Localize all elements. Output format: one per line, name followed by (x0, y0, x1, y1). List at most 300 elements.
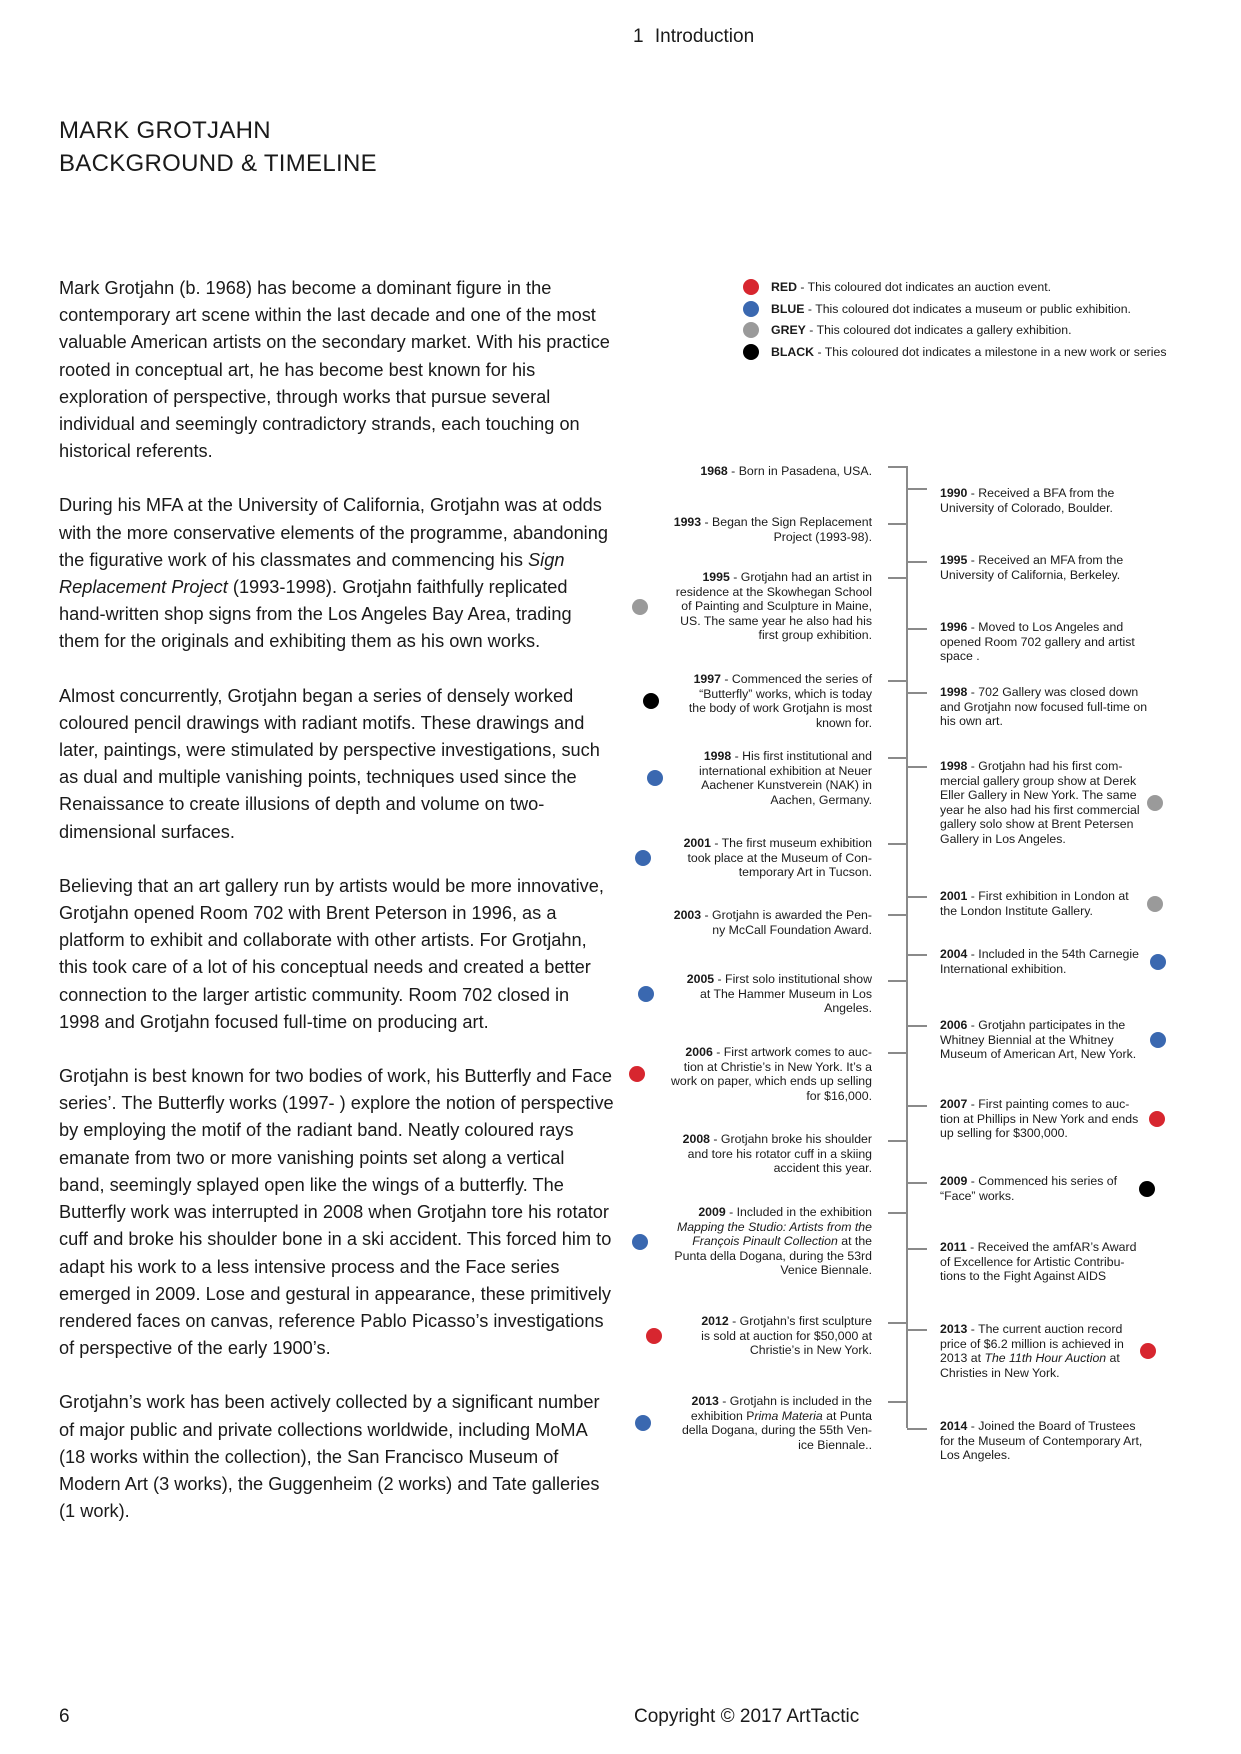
entry-line (940, 1434, 1142, 1449)
entry-text: international exhibition at Neuer (699, 763, 872, 778)
timeline-tick (888, 1322, 907, 1324)
timeline-entry (676, 570, 872, 643)
entry-text: - Commenced the series of (720, 672, 872, 686)
timeline-entry (684, 836, 872, 880)
entry-line (671, 1060, 872, 1075)
timeline-tick (888, 577, 907, 579)
timeline-tick (907, 1329, 927, 1331)
blue-dot-icon (638, 986, 654, 1002)
timeline-tick (907, 561, 927, 563)
entry-text: Museum of American Art, New York. (940, 1047, 1137, 1062)
entry-text: Christie’s in New York. (749, 1343, 872, 1358)
blue-dot-icon (743, 301, 759, 317)
entry-line (940, 962, 1139, 977)
entry-line (676, 614, 872, 629)
title-line-2: BACKGROUND & TIMELINE (59, 150, 377, 177)
timeline-entry (940, 620, 1135, 664)
entry-text: exhibition P (690, 1408, 755, 1423)
entry-line (940, 714, 1147, 729)
blue-dot-icon (632, 1234, 648, 1250)
entry-text: - His first institutional and (731, 749, 872, 763)
timeline-entry (674, 515, 872, 544)
entry-line (674, 1249, 872, 1264)
entry-year: 2013 (691, 1394, 719, 1408)
entry-line (674, 1205, 872, 1220)
entry-text: ice Biennale.. (798, 1437, 872, 1452)
entry-text: his own art. (940, 714, 1003, 729)
legend-description: - This coloured dot indicates a gallery exhibition. (805, 323, 1072, 337)
timeline-tick (888, 680, 907, 682)
entry-line (674, 1234, 872, 1249)
entry-line (687, 1001, 872, 1016)
entry-line (683, 1161, 872, 1176)
entry-text: accident this year. (773, 1161, 872, 1176)
entry-text: - First painting comes to auc- (967, 1097, 1130, 1111)
blue-dot-icon (635, 1415, 651, 1431)
entry-line (940, 1047, 1136, 1062)
entry-line (699, 764, 872, 779)
entry-year: 1995 (940, 553, 968, 567)
entry-text: opened Room 702 gallery and artist (940, 634, 1135, 649)
legend-label: GREY (771, 323, 806, 337)
entry-line (700, 464, 872, 479)
entry-line (699, 749, 872, 764)
entry-line (940, 620, 1135, 635)
entry-text: of Excellence for Artistic Contribu- (940, 1254, 1125, 1269)
entry-line (940, 1189, 1117, 1204)
title-line-1: MARK GROTJAHN (59, 117, 271, 144)
paragraph-text: Grotjahn’s work has been actively collected by a significant number of major public and private collections worldwide, including MoMA (18 works within the collection), the San Francisco Museum of Modern Art (3 works), the Guggenheim (2 works) and Tate galleries (1 work). (59, 1392, 600, 1522)
entry-text: - First exhibition in London at (967, 889, 1129, 903)
timeline-tick (907, 896, 927, 898)
entry-text: year he also had his first commercial (940, 802, 1140, 817)
timeline-entry (683, 1132, 872, 1176)
entry-text: gallery solo show at Brent Petersen (940, 817, 1134, 832)
entry-line (683, 1132, 872, 1147)
entry-year: 2005 (686, 972, 715, 986)
entry-text: - Commenced his series of (967, 1174, 1118, 1188)
entry-line (940, 1174, 1117, 1189)
entry-text: the body of work Grotjahn is most (688, 701, 872, 716)
timeline-tick (888, 1052, 907, 1054)
entry-text: temporary Art in Tucson. (738, 865, 872, 880)
timeline-entry (940, 553, 1123, 582)
entry-text: - Received a BFA from the (967, 486, 1115, 500)
entry-text: known for. (815, 715, 872, 730)
entry-line (940, 803, 1140, 818)
entry-year: 2006 (685, 1045, 713, 1059)
timeline-tick (907, 1182, 927, 1184)
timeline-tick (907, 1428, 927, 1430)
timeline-entry (940, 685, 1147, 729)
entry-line (940, 1033, 1136, 1048)
entry-line (684, 865, 872, 880)
page-title (59, 114, 377, 180)
italic-title: rima Materia (754, 1408, 823, 1423)
entry-text: for the Museum of Contemporary Art, (940, 1433, 1143, 1448)
entry-line (671, 1089, 872, 1104)
timeline-tick (888, 843, 907, 845)
entry-year: 2001 (940, 889, 968, 903)
chapter-title: Introduction (654, 26, 755, 47)
legend-label: RED (771, 280, 797, 294)
entry-line (676, 599, 872, 614)
entry-text: - Began the Sign Replacement (701, 515, 872, 529)
entry-line (683, 1147, 872, 1162)
entry-text: for $16,000. (806, 1088, 872, 1103)
entry-text: at (1106, 1351, 1120, 1366)
red-dot-icon (1149, 1111, 1165, 1127)
entry-text: - Grotjahn is awarded the Pen- (701, 908, 872, 922)
entry-line (676, 585, 872, 600)
entry-line (676, 628, 872, 643)
entry-year: 2012 (701, 1314, 729, 1328)
entry-line (940, 685, 1147, 700)
entry-line (940, 1419, 1142, 1434)
entry-year: 2009 (940, 1174, 968, 1188)
entry-text: - The first museum exhibition (710, 836, 872, 850)
legend-text (771, 279, 1051, 295)
grey-dot-icon (1147, 795, 1163, 811)
entry-year: 1990 (940, 486, 968, 500)
timeline-tick (888, 757, 907, 759)
timeline-tick (888, 1401, 907, 1403)
timeline-tick (888, 914, 907, 916)
entry-line (940, 553, 1123, 568)
entry-text: - Included in the 54th Carnegie (967, 947, 1139, 961)
entry-line (687, 972, 872, 987)
timeline-tick (907, 1248, 927, 1250)
entry-line (940, 1322, 1124, 1337)
entry-line (940, 700, 1147, 715)
entry-text: - Grotjahn is included in the (718, 1394, 872, 1408)
entry-text: - Moved to Los Angeles and (967, 620, 1124, 634)
entry-line (699, 793, 872, 808)
legend-description: - This coloured dot indicates an auction event. (796, 280, 1052, 294)
timeline-axis (906, 466, 908, 1428)
entry-line (671, 1045, 872, 1060)
body-paragraph (59, 492, 614, 655)
entry-text: - Received an MFA from the (967, 553, 1124, 567)
timeline-entry (700, 464, 872, 479)
entry-line (940, 1448, 1142, 1463)
entry-line (682, 1394, 872, 1409)
timeline-tick (907, 1025, 927, 1027)
entry-year: 1996 (940, 620, 968, 634)
timeline-tick (888, 466, 907, 468)
entry-line (699, 778, 872, 793)
timeline-entry (940, 1322, 1124, 1380)
entry-line (940, 832, 1140, 847)
entry-text: Los Angeles. (940, 1448, 1011, 1463)
paragraph-text: (1993-1998). Grotjahn faithfully replicated hand-written shop signs from the Los Angeles Bay Area, trading them for the originals and exhibiting them as his own works. (59, 577, 572, 652)
entry-line (940, 635, 1135, 650)
entry-text: and tore his rotator cuff in a skiing (687, 1146, 872, 1161)
entry-line (689, 716, 872, 731)
entry-year: 1998 (940, 685, 968, 699)
body-paragraph (59, 873, 614, 1036)
timeline-entry (940, 1097, 1138, 1141)
entry-text: at The Hammer Museum in Los (700, 986, 872, 1001)
grey-dot-icon (632, 599, 648, 615)
entry-line (682, 1423, 872, 1438)
entry-text: tions to the Fight Against AIDS (940, 1269, 1107, 1284)
timeline-entry (674, 1205, 872, 1278)
paragraph-text: Mark Grotjahn (b. 1968) has become a dominant figure in the contemporary art scene within the last decade and one of the most valuable American artists on the secondary market. With his practice rooted in conceptual art, he has become best known for his exploration of perspective, through works that pursue several individual and seemingly contradictory strands, each touching on historical referents. (59, 278, 610, 462)
timeline-tick (888, 1212, 907, 1214)
entry-line (940, 947, 1139, 962)
entry-year: 1968 (700, 464, 728, 478)
entry-line (689, 672, 872, 687)
entry-year: 2003 (673, 908, 702, 922)
blue-dot-icon (635, 850, 651, 866)
entry-text: Aachen, Germany. (770, 792, 872, 807)
legend-text (771, 322, 1072, 338)
entry-line (940, 1240, 1136, 1255)
entry-text: Aachener Kunstverein (NAK) in (701, 778, 872, 793)
red-dot-icon (1140, 1343, 1156, 1359)
red-dot-icon (743, 279, 759, 295)
entry-text: - Born in Pasadena, USA. (727, 464, 872, 478)
legend-description: - This coloured dot indicates a museum or public exhibition. (804, 302, 1131, 316)
entry-text: - Joined the Board of Trustees (967, 1419, 1136, 1433)
italic-title: The 11th Hour Auction (984, 1351, 1107, 1366)
entry-text: Angeles. (824, 1001, 872, 1016)
entry-line (684, 851, 872, 866)
entry-line (940, 1351, 1124, 1366)
entry-year: 2009 (698, 1205, 726, 1219)
entry-year: 2004 (940, 947, 968, 961)
entry-year: 2007 (940, 1097, 968, 1111)
entry-line (676, 570, 872, 585)
body-paragraph (59, 683, 614, 846)
entry-text: - First solo institutional show (714, 972, 872, 986)
entry-year: 2013 (940, 1322, 968, 1336)
entry-text: della Dogana, during the 55th Ven- (681, 1423, 872, 1438)
entry-line (940, 889, 1129, 904)
timeline-entry (689, 672, 872, 730)
timeline-tick (907, 766, 927, 768)
entry-line (940, 774, 1140, 789)
entry-line (940, 788, 1140, 803)
timeline-tick (907, 692, 927, 694)
entry-line (940, 486, 1114, 501)
entry-text: ny McCall Foundation Award. (712, 922, 872, 937)
timeline-entry (940, 1174, 1117, 1203)
entry-text: Gallery in Los Angeles. (940, 831, 1066, 846)
entry-line (682, 1438, 872, 1453)
blue-dot-icon (1150, 1032, 1166, 1048)
entry-line (701, 1343, 872, 1358)
entry-year: 1993 (673, 515, 702, 529)
entry-text: Venice Biennale. (780, 1263, 872, 1278)
timeline-entry (940, 947, 1139, 976)
entry-year: 1998 (703, 749, 732, 763)
entry-text: space . (940, 649, 980, 664)
black-dot-icon (1139, 1181, 1155, 1197)
entry-year: 2014 (940, 1419, 968, 1433)
body-text (59, 275, 614, 1552)
grey-dot-icon (743, 322, 759, 338)
entry-year: 1995 (702, 570, 730, 584)
body-paragraph (59, 275, 614, 465)
entry-line (940, 568, 1123, 583)
entry-text: International exhibition. (940, 961, 1067, 976)
entry-line (684, 836, 872, 851)
entry-year: 2011 (940, 1240, 967, 1254)
timeline-tick (888, 1140, 907, 1142)
entry-text: took place at the Museum of Con- (687, 850, 872, 865)
timeline-tick (907, 1105, 927, 1107)
entry-text: Christies in New York. (940, 1365, 1060, 1380)
entry-line (940, 501, 1114, 516)
timeline-entry (940, 486, 1114, 515)
timeline-entry (940, 1419, 1142, 1463)
entry-text: - Grotjahn’s first sculpture (728, 1314, 872, 1328)
entry-text: Eller Gallery in New York. The same (940, 788, 1137, 803)
legend-description: - This coloured dot indicates a milestone in a new work or series (814, 345, 1167, 359)
entry-text: residence at the Skowhegan School (675, 584, 872, 599)
timeline-entry (682, 1394, 872, 1452)
entry-line (674, 530, 872, 545)
entry-text: tion at Christie’s in New York. It’s a (683, 1059, 872, 1074)
timeline-tick (888, 523, 907, 525)
timeline-entry (940, 1240, 1136, 1284)
italic-title: Mapping the Studio: Artists from the (676, 1219, 872, 1234)
entry-text: - Grotjahn broke his shoulder (710, 1132, 872, 1146)
entry-text: 2013 at (940, 1351, 985, 1366)
copyright: Copyright © 2017 ArtTactic (634, 1706, 860, 1727)
timeline-entry (699, 749, 872, 807)
entry-year: 2001 (683, 836, 711, 850)
entry-line (674, 1220, 872, 1235)
page-number: 6 (59, 1706, 70, 1727)
legend-label: BLACK (771, 345, 815, 359)
legend-label: BLUE (771, 302, 805, 316)
italic-title: François Pinault Collection (692, 1234, 838, 1249)
timeline-tick (907, 954, 927, 956)
paragraph-text: Grotjahn is best known for two bodies of work, his Butterfly and Face series’. The Butterfly works (1997- ) explore the notion of perspective by employing the motif of the radiant band. Neatly coloured rays emanate from two or more vanishing points set along a vertical band, seemingly splayed open like the wings of a butterfly. The Butterfly work was interrupted in 2008 when Grotjahn tore his rotator cuff and broke his shoulder bone in a ski accident. This forced him to adapt his work to a less intensive process and the Face series emerged in 2009. Lose and gestural in appearance, these primitively rendered faces on canvas, reference Pablo Picasso’s investigations of perspective of the early 1900’s. (59, 1066, 614, 1359)
entry-text: University of Colorado, Boulder. (940, 500, 1113, 515)
entry-year: 2008 (682, 1132, 710, 1146)
entry-line (940, 649, 1135, 664)
entry-text: - Grotjahn had an artist in (729, 570, 872, 584)
red-dot-icon (629, 1066, 645, 1082)
entry-text: - Grotjahn had his first com- (967, 759, 1123, 773)
entry-line (940, 1112, 1138, 1127)
legend-text (771, 344, 1167, 360)
entry-line (940, 1097, 1138, 1112)
blue-dot-icon (647, 770, 663, 786)
entry-line (940, 1255, 1136, 1270)
entry-year: 1998 (940, 759, 968, 773)
entry-line (701, 1329, 872, 1344)
black-dot-icon (643, 693, 659, 709)
entry-line (674, 1263, 872, 1278)
timeline-entry (940, 889, 1129, 918)
entry-text: - Received the amfAR’s Award (966, 1240, 1137, 1254)
entry-text: University of California, Berkeley. (940, 567, 1121, 582)
black-dot-icon (743, 344, 759, 360)
timeline-entry (940, 759, 1140, 847)
italic-title: Sign Replacement Project (59, 549, 565, 598)
entry-year: 1997 (693, 672, 721, 686)
entry-text: Whitney Biennial at the Whitney (940, 1032, 1114, 1047)
entry-line (940, 1018, 1136, 1033)
entry-text: price of $6.2 million is achieved in (940, 1336, 1124, 1351)
timeline-entry (940, 1018, 1136, 1062)
timeline-entry (687, 972, 872, 1016)
entry-line (671, 1074, 872, 1089)
entry-line (687, 987, 872, 1002)
timeline-tick (888, 980, 907, 982)
paragraph-text: Believing that an art gallery run by artists would be more innovative, Grotjahn opened Room 702 with Brent Peterson in 1996, as a platform to exhibit and collaborate with other artists. For Grotjahn, this took care of a lot of his conceptual needs and created a better connection to the larger artistic community. Room 702 closed in 1998 and Grotjahn focused full-time on producing art. (59, 875, 604, 1032)
body-paragraph (59, 1063, 614, 1362)
entry-line (674, 908, 872, 923)
entry-text: work on paper, which ends up selling (671, 1074, 872, 1089)
entry-line (701, 1314, 872, 1329)
timeline-entry (671, 1045, 872, 1103)
entry-text: - Included in the exhibition (725, 1205, 872, 1219)
entry-line (940, 904, 1129, 919)
entry-text: Punta della Dogana, during the 53rd (674, 1248, 872, 1263)
entry-text: “Butterfly” works, which is today (699, 686, 872, 701)
entry-text: at Punta (822, 1408, 872, 1423)
blue-dot-icon (1150, 954, 1166, 970)
entry-text: - 702 Gallery was closed down (967, 685, 1139, 699)
entry-line (674, 515, 872, 530)
entry-text: and Grotjahn now focused full-time on (940, 699, 1148, 714)
entry-text: the London Institute Gallery. (940, 903, 1093, 918)
entry-line (940, 817, 1140, 832)
entry-line (940, 1269, 1136, 1284)
entry-text: first group exhibition. (758, 628, 872, 643)
entry-text: Project (1993-98). (773, 529, 872, 544)
paragraph-text: During his MFA at the University of California, Grotjahn was at odds with the more conservative elements of the programme, abandoning the figurative work of his classmates and commencing his (59, 495, 608, 570)
entry-text: is sold at auction for $50,000 at (701, 1328, 872, 1343)
chapter-number: 1 (633, 26, 644, 47)
entry-text: - First artwork comes to auc- (712, 1045, 872, 1059)
entry-line (940, 1366, 1124, 1381)
entry-text: tion at Phillips in New York and ends (940, 1111, 1139, 1126)
entry-line (674, 923, 872, 938)
entry-text: up selling for $300,000. (940, 1126, 1068, 1141)
timeline-entry (674, 908, 872, 937)
red-dot-icon (646, 1328, 662, 1344)
timeline-tick (907, 488, 927, 490)
paragraph-text: Almost concurrently, Grotjahn began a series of densely worked coloured pencil drawings with radiant motifs. These drawings and later, paintings, were stimulated by perspective investigations, such as dual and multiple vanishing points, techniques used since the Renaissance to create illusions of depth and volume on two-dimensional surfaces. (59, 685, 600, 842)
entry-text: mercial gallery group show at Derek (940, 773, 1137, 788)
entry-text: “Face” works. (940, 1188, 1015, 1203)
timeline-entry (701, 1314, 872, 1358)
entry-line (689, 687, 872, 702)
body-paragraph (59, 1389, 614, 1525)
entry-text: US. The same year he also had his (680, 613, 872, 628)
entry-line (689, 701, 872, 716)
entry-text: of Painting and Sculpture in Maine, (681, 599, 872, 614)
timeline-tick (907, 628, 927, 630)
entry-text: - Grotjahn participates in the (967, 1018, 1126, 1032)
entry-text: at the (837, 1234, 872, 1249)
entry-line (940, 1126, 1138, 1141)
entry-line (940, 1337, 1124, 1352)
legend-text (771, 301, 1131, 317)
entry-line (940, 759, 1140, 774)
entry-year: 2006 (940, 1018, 968, 1032)
grey-dot-icon (1147, 896, 1163, 912)
chapter-header (633, 26, 754, 48)
entry-text: - The current auction record (967, 1322, 1123, 1336)
